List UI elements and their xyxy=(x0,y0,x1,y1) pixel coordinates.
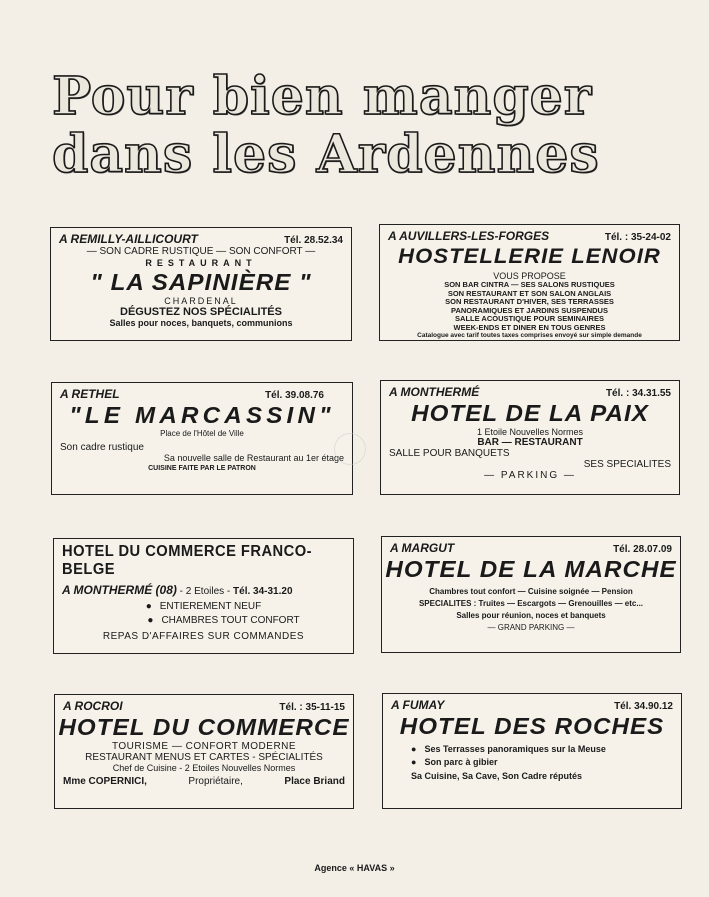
ad-line: SON RESTAURANT ET SON SALON ANGLAIS xyxy=(447,288,612,298)
ad-name: HOSTELLERIE LENOIR xyxy=(398,245,661,268)
ad-setting: Son cadre rustique xyxy=(60,442,144,453)
ad-location: A ROCROI xyxy=(63,699,123,713)
ad-location: A MARGUT xyxy=(390,541,455,555)
ad-owner: Mme COPERNICI, xyxy=(63,776,147,787)
ad-phone: Tél. : 35-24-02 xyxy=(604,232,671,243)
ad-kicker: RESTAURANT xyxy=(145,258,257,268)
ad-reputation: Sa Cuisine, Sa Cave, Son Cadre réputés xyxy=(411,771,583,781)
ad-commerce-franco-belge xyxy=(53,538,354,654)
ad-catalogue: Catalogue avec tarif toutes taxes comprises envoyé sur simple demande xyxy=(417,332,642,339)
ad-phone: Tél. : 35-11-15 xyxy=(279,702,345,713)
ad-specialties: SPECIALITES : Truites — Escargots — Grenouilles — etc... xyxy=(418,599,644,608)
ad-line: SON RESTAURANT D'HIVER, SES TERRASSES xyxy=(445,297,614,306)
ad-address: Place Briand xyxy=(284,776,345,787)
title-line-2: dans les Ardennes xyxy=(52,124,600,185)
ad-name: HOTEL DU COMMERCE xyxy=(58,714,350,740)
ad-name: HOTEL DES ROCHES xyxy=(399,713,665,739)
ad-line: SON BAR CINTRA — SES SALONS RUSTIQUES xyxy=(444,280,615,289)
watermark-stamp xyxy=(334,433,366,465)
ad-chef: Chef de Cuisine - 2 Etoiles Nouvelles Normes xyxy=(112,763,296,773)
ad-la-sapiniere xyxy=(50,227,352,341)
ad-phone: Tél. 28.52.34 xyxy=(284,235,343,246)
ad-phone: Tél. 28.07.09 xyxy=(613,544,672,555)
page-title xyxy=(52,68,652,184)
ad-le-marcassin xyxy=(51,382,353,495)
ad-location: A MONTHERMÉ (08) xyxy=(62,583,177,597)
ad-hotel-de-la-paix xyxy=(380,380,680,495)
ad-bullet-rooms: ● CHAMBRES TOUT CONFORT xyxy=(62,615,345,626)
title-line-1: Pour bien manger xyxy=(52,66,593,127)
ad-propose: VOUS PROPOSE xyxy=(493,271,566,281)
ad-tagline: — SON CADRE RUSTIQUE — SON CONFORT — xyxy=(86,246,316,257)
ad-name: HOTEL DE LA PAIX xyxy=(411,400,649,426)
ad-name: HOTEL DE LA MARCHE xyxy=(385,556,677,582)
ad-location: A AUVILLERS-LES-FORGES xyxy=(388,229,550,243)
ad-location: A RETHEL xyxy=(60,387,120,401)
ad-place: Place de l'Hôtel de Ville xyxy=(160,429,244,438)
ad-name: "LE MARCASSIN" xyxy=(69,402,335,428)
ad-hotel-du-commerce xyxy=(54,694,354,809)
ad-line: PANORAMIQUES ET JARDINS SUSPENDUS xyxy=(451,305,608,315)
ad-bullet-terraces: ● Ses Terrasses panoramiques sur la Meuse xyxy=(391,744,673,754)
ad-location: A MONTHERMÉ xyxy=(389,385,480,399)
ad-location: A REMILLY-AILLICOURT xyxy=(59,232,198,246)
ad-hotel-de-la-marche xyxy=(381,536,681,653)
ad-halls: Salles pour réunion, noces et banquets xyxy=(456,611,606,620)
ad-phone: Tél. : 34.31.55 xyxy=(605,388,671,399)
ad-stars: - 2 Etoiles - xyxy=(179,586,231,597)
ad-phone: Tél. 34-31.20 xyxy=(233,586,293,597)
ad-specialties: SES SPECIALITES xyxy=(583,459,671,470)
ad-menus: RESTAURANT MENUS ET CARTES - SPÉCIALITÉS xyxy=(85,752,323,763)
ad-hotel-des-roches xyxy=(382,693,682,809)
ad-banquets: SALLE POUR BANQUETS xyxy=(389,448,510,459)
ad-name: " LA SAPINIÈRE " xyxy=(90,269,312,295)
ad-bullet-park: ● Son parc à gibier xyxy=(391,757,673,767)
ad-bullet-new: ● ENTIEREMENT NEUF xyxy=(62,601,345,612)
ad-rooms: Chambres tout confort — Cuisine soignée — Pension xyxy=(429,587,633,596)
ad-business-meals: REPAS D'AFFAIRES SUR COMMANDES xyxy=(102,631,305,642)
ad-parking: — GRAND PARKING — xyxy=(487,623,575,632)
ad-line: WEEK-ENDS ET DINER EN TOUS GENRES xyxy=(453,322,606,332)
ad-parking: — PARKING — xyxy=(484,470,576,481)
ad-stars: 1 Etoile Nouvelles Normes xyxy=(476,427,584,437)
ad-hostellerie-lenoir xyxy=(379,224,680,341)
footer-agency: Agence « HAVAS » xyxy=(314,863,395,873)
ad-new-room: Sa nouvelle salle de Restaurant au 1er étage xyxy=(163,453,344,463)
ad-place: CHARDENAL xyxy=(164,296,238,306)
ad-specialties: DÉGUSTEZ NOS SPÉCIALITÉS xyxy=(120,306,282,318)
ad-tourism: TOURISME — CONFORT MODERNE xyxy=(111,741,297,752)
ad-cuisine: CUISINE FAITE PAR LE PATRON xyxy=(148,465,256,472)
ad-role: Propriétaire, xyxy=(188,776,243,787)
ad-location: A FUMAY xyxy=(391,698,445,712)
ad-phone: Tél. 34.90.12 xyxy=(614,701,673,712)
ad-name: HOTEL DU COMMERCE FRANCO-BELGE xyxy=(62,543,313,578)
ad-phone: Tél. 39.08.76 xyxy=(265,390,324,401)
ad-bar-restaurant: BAR — RESTAURANT xyxy=(477,437,583,448)
ad-rooms: Salles pour noces, banquets, communions xyxy=(109,318,293,328)
ad-line: SALLE ACOUSTIQUE POUR SEMINAIRES xyxy=(455,314,604,323)
